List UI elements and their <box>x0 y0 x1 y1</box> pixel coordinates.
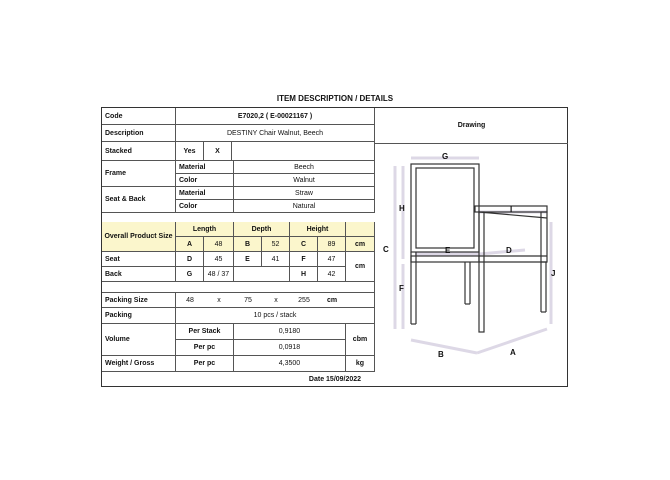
dim-b-label: B <box>234 237 262 252</box>
seat-label: Seat <box>102 252 176 267</box>
dim-label-b: B <box>438 350 444 359</box>
dim-label-a: A <box>510 348 516 357</box>
packing-size-label: Packing Size <box>102 293 176 308</box>
code-label: Code <box>102 108 176 125</box>
dim-d-value: 45 <box>204 252 234 267</box>
dim-h-value: 42 <box>318 267 346 282</box>
volume-per-pc-label: Per pc <box>176 340 234 356</box>
stacked-yes: Yes <box>176 142 204 161</box>
volume-unit: cbm <box>346 324 375 356</box>
dim-c-value: 89 <box>318 237 346 252</box>
dim-c-label: C <box>290 237 318 252</box>
spacer-row <box>102 282 375 293</box>
packing-size-unit: cm <box>326 297 338 304</box>
frame-color-label: Color <box>176 174 234 187</box>
dim-h-label: H <box>290 267 318 282</box>
volume-per-stack-value: 0,9180 <box>234 324 346 340</box>
seat-back-material-label: Material <box>176 187 234 200</box>
frame-color: Walnut <box>234 174 375 187</box>
seat-back-color: Natural <box>234 200 375 213</box>
dim-label-d: D <box>506 246 512 255</box>
frame-label: Frame <box>102 161 176 187</box>
dim-label-h: H <box>399 204 405 213</box>
height-header: Height <box>290 222 346 237</box>
chair-drawing <box>375 144 568 372</box>
packing-width: 75 <box>244 297 252 304</box>
weight-label: Weight / Gross <box>102 356 176 372</box>
seat-back-material: Straw <box>234 187 375 200</box>
dim-a-value: 48 <box>204 237 234 252</box>
packing-x2: x <box>274 297 278 304</box>
weight-value: 4,3500 <box>234 356 346 372</box>
packing-height: 255 <box>298 297 310 304</box>
frame-material: Beech <box>234 161 375 174</box>
stacked-mark: X <box>204 142 232 161</box>
packing-x1: x <box>217 297 221 304</box>
packing-length: 48 <box>186 297 194 304</box>
volume-per-pc-value: 0,0918 <box>234 340 346 356</box>
depth-header: Depth <box>234 222 290 237</box>
dim-label-i: I <box>510 205 513 214</box>
volume-label: Volume <box>102 324 176 356</box>
page-title: ITEM DESCRIPTION / DETAILS <box>276 94 394 103</box>
weight-unit: kg <box>346 356 375 372</box>
dim-g-value: 48 / 37 <box>204 267 234 282</box>
back-empty <box>234 267 290 282</box>
dim-label-e: E <box>445 246 451 255</box>
dim-b-value: 52 <box>262 237 290 252</box>
length-header: Length <box>176 222 234 237</box>
packing-value: 10 pcs / stack <box>176 308 375 324</box>
description-value: DESTINY Chair Walnut, Beech <box>176 125 375 142</box>
drawing-label: Drawing <box>375 108 568 144</box>
volume-per-stack-label: Per Stack <box>176 324 234 340</box>
seat-back-unit: cm <box>346 252 375 282</box>
seat-back-color-label: Color <box>176 200 234 213</box>
stacked-label: Stacked <box>102 142 176 161</box>
weight-per-pc-label: Per pc <box>176 356 234 372</box>
dim-label-g: G <box>442 152 449 161</box>
dim-a-label: A <box>176 237 204 252</box>
item-details-sheet <box>101 107 568 387</box>
date-footer: Date 15/09/2022 <box>308 376 362 383</box>
dim-label-c: C <box>383 245 389 254</box>
back-label: Back <box>102 267 176 282</box>
chair-frame <box>411 164 547 332</box>
description-label: Description <box>102 125 176 142</box>
frame-material-label: Material <box>176 161 234 174</box>
dim-e-value: 41 <box>262 252 290 267</box>
overall-header-empty <box>346 222 375 237</box>
overall-size-label: Overall Product Size <box>102 222 176 252</box>
drawing-panel <box>375 108 568 372</box>
dim-label-j: J <box>551 269 556 278</box>
dim-f-value: 47 <box>318 252 346 267</box>
code-value: E7020,2 ( E-00021167 ) <box>176 108 375 125</box>
dim-label-f: F <box>399 284 404 293</box>
seat-back-label: Seat & Back <box>102 187 176 213</box>
stacked-empty <box>232 142 375 161</box>
dim-g-label: G <box>176 267 204 282</box>
dim-f-label: F <box>290 252 318 267</box>
dim-e-label: E <box>234 252 262 267</box>
dim-d-label: D <box>176 252 204 267</box>
overall-unit: cm <box>346 237 375 252</box>
packing-label: Packing <box>102 308 176 324</box>
